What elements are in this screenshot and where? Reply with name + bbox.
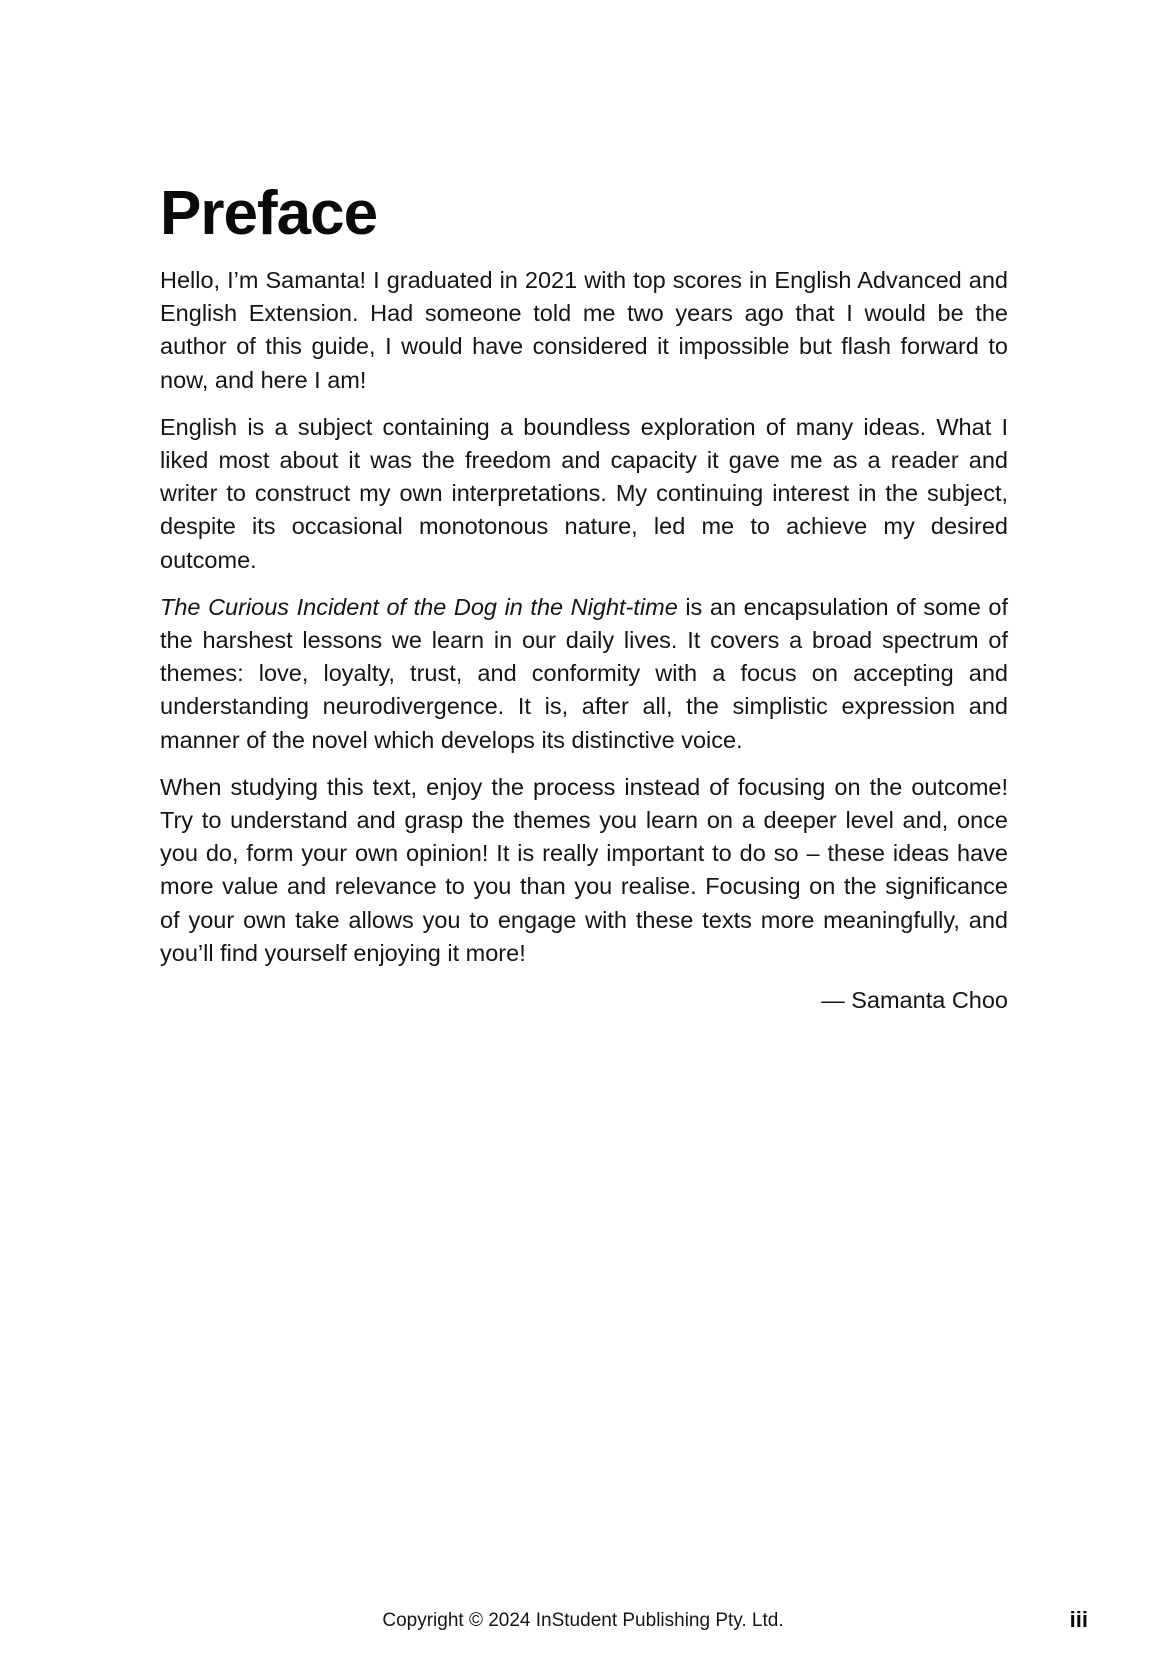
footer-copyright: Copyright © 2024 InStudent Publishing Pty. Ltd. <box>382 1610 784 1631</box>
paragraph-advice: When studying this text, enjoy the process instead of focusing on the outcome! Try to understand and grasp the themes you learn on a deeper level and, once you do, form your own opinion! It is really important to do so – these ideas have more value and relevance to you than you realise. Focusing on the significance of your own take allows you to engage with these texts more meaningfully, and you’ll find yourself enjoying it more! <box>160 773 1008 966</box>
page-title: Preface <box>160 179 378 248</box>
paragraph-novel <box>160 591 1008 757</box>
paragraph-subject: English is a subject containing a boundless exploration of many ideas. What I liked most about it was the freedom and capacity it gave me as a reader and writer to construct my own interpretations. My continuing interest in the subject, despite its occasional monotonous nature, led me to achieve my desired outcome. <box>160 413 1008 573</box>
page-number: iii <box>1069 1607 1088 1632</box>
novel-title: The Curious Incident of the Dog in the Night-time <box>160 593 678 620</box>
paragraph-introduction: Hello, I’m Samanta! I graduated in 2021 with top scores in English Advanced and English Extension. Had someone told me two years ago that I would be the author of this guide, I would have considered it impossible but flash forward to now, and here I am! <box>160 267 1008 393</box>
paragraph-novel-text: is an encapsulation of some of the harshest lessons we learn in our daily lives. It covers a broad spectrum of themes: love, loyalty, trust, and conformity with a focus on accepting and understanding neurodivergence. It is, after all, the simplistic expression and manner of the novel which develops its distinctive voice. <box>160 593 1008 753</box>
author-signature: — Samanta Choo <box>821 987 1008 1014</box>
preface-content <box>160 178 1008 1017</box>
